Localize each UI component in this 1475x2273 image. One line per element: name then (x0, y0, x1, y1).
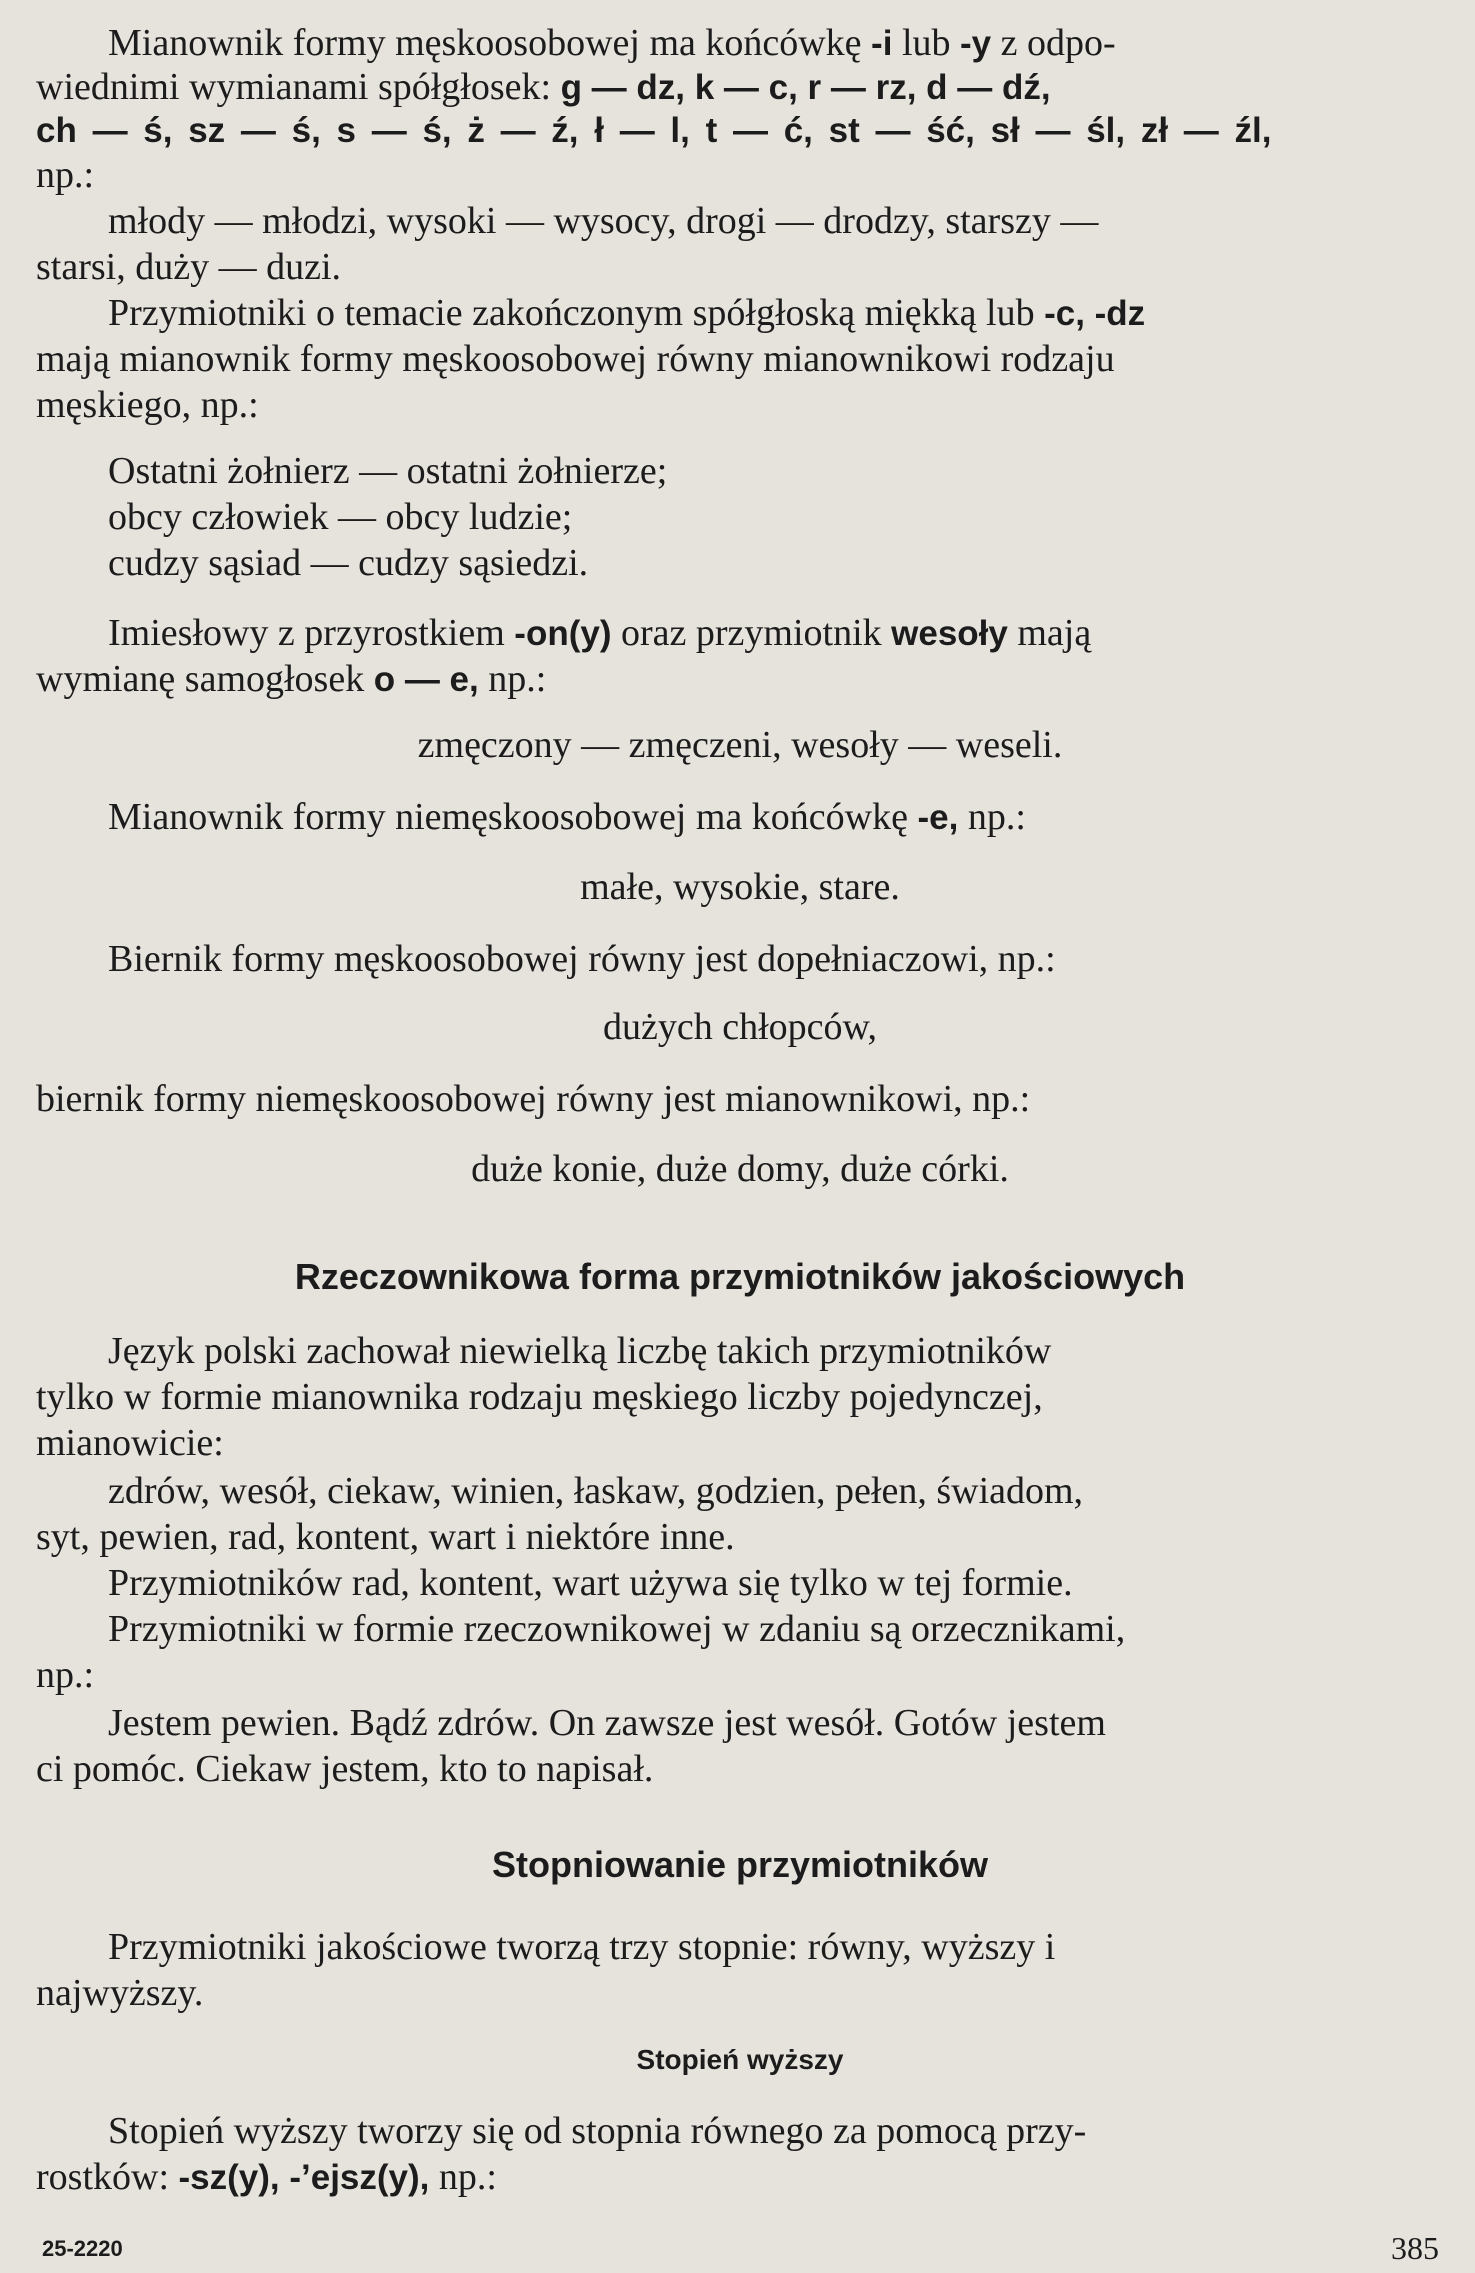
example-line: cudzy sąsiad — cudzy sąsiedzi. (108, 542, 589, 584)
text: z odpo- (991, 22, 1116, 64)
word-bold: wesoły (891, 614, 1008, 653)
text: np.: (958, 796, 1026, 838)
suffix-bold: -y (960, 24, 992, 63)
line (36, 64, 1444, 111)
text: rostków: (36, 2156, 179, 2198)
suffix-bold: -on(y) (514, 614, 612, 653)
line (36, 656, 1444, 703)
line: mają mianownik formy męskoosobowej równy mianownikowi rodzaju (36, 338, 1115, 380)
example-line: dużych chłopców, (603, 1006, 877, 1048)
line: męskiego, np.: (36, 384, 259, 426)
example-line: Ostatni żołnierz — ostatni żołnierze; (108, 450, 668, 492)
line (36, 610, 1444, 657)
line: np.: (36, 1654, 95, 1696)
suffix-bold: -c, -dz (1044, 294, 1146, 333)
section-heading: Rzeczownikowa forma przymiotników jakościowych (294, 1256, 1186, 1297)
line: Przymiotniki w formie rzeczownikowej w zdaniu są orzecznikami, (108, 1608, 1126, 1650)
printer-signature: 25-2220 (42, 2236, 123, 2261)
text: np.: (429, 2156, 497, 2198)
line: tylko w formie mianownika rodzaju męskiego liczby pojedynczej, (36, 1376, 1043, 1418)
line: ci pomóc. Ciekaw jestem, kto to napisał. (36, 1748, 654, 1790)
line: Biernik formy męskoosobowej równy jest dopełniaczowi, np.: (108, 938, 1056, 980)
line: biernik formy niemęskoosobowej równy jest mianownikowi, np.: (36, 1078, 1031, 1120)
suffix-bold: -e, (917, 798, 959, 837)
line: Stopień wyższy tworzy się od stopnia równego za pomocą przy- (108, 2110, 1087, 2152)
suffix-bold: -sz(y), -’ejsz(y), (178, 2158, 430, 2197)
line: Język polski zachował niewielką liczbę takich przymiotników (108, 1330, 1052, 1372)
text: lub (892, 22, 960, 64)
text: Mianownik formy niemęskoosobowej ma końcówkę (108, 796, 918, 838)
line (36, 20, 1444, 67)
text: mają (1007, 612, 1092, 654)
example-line: obcy człowiek — obcy ludzie; (108, 496, 573, 538)
line: Jestem pewien. Bądź zdrów. On zawsze jest wesół. Gotów jestem (108, 1702, 1106, 1744)
line: najwyższy. (36, 1972, 204, 2014)
subsection-heading: Stopień wyższy (636, 2044, 844, 2075)
consonant-pairs-line: ch — ś, sz — ś, s — ś, ż — ź, ł — l, t — ć, st — ść, sł — śl, zł — źl, (36, 111, 1272, 150)
suffix-bold: -i (871, 24, 893, 63)
line (36, 794, 1444, 841)
text: oraz przymiotnik (611, 612, 892, 654)
line: np.: (36, 154, 95, 196)
example-line: duże konie, duże domy, duże córki. (471, 1148, 1009, 1190)
line: zdrów, wesół, ciekaw, winien, łaskaw, godzien, pełen, świadom, (108, 1470, 1084, 1512)
text: Mianownik formy męskoosobowej ma końcówkę (108, 22, 872, 64)
line: Przymiotniki jakościowe tworzą trzy stopnie: równy, wyższy i (108, 1926, 1056, 1968)
text: Przymiotniki o temacie zakończonym spółgłoską miękką lub (108, 292, 1045, 334)
text: wiednimi wymianami spółgłosek: (36, 66, 561, 108)
text: Imiesłowy z przyrostkiem (108, 612, 515, 654)
text: wymianę samogłosek (36, 658, 374, 700)
example-line: zmęczony — zmęczeni, wesoły — weseli. (417, 724, 1063, 766)
vowel-pair-bold: o — e, (373, 660, 479, 699)
line (36, 2154, 1444, 2201)
line: starsi, duży — duzi. (36, 246, 342, 288)
line: mianowicie: (36, 1422, 224, 1464)
line (36, 290, 1444, 337)
page-number: 385 (1391, 2230, 1439, 2266)
text: np.: (478, 658, 547, 700)
line: młody — młodzi, wysoki — wysocy, drogi — drodzy, starszy — (108, 200, 1099, 242)
line: syt, pewien, rad, kontent, wart i niektóre inne. (36, 1516, 735, 1558)
line: Przymiotników rad, kontent, wart używa się tylko w tej formie. (108, 1562, 1073, 1604)
consonant-pairs: g — dz, k — c, r — rz, d — dź, (560, 68, 1051, 107)
section-heading: Stopniowanie przymiotników (491, 1844, 989, 1885)
example-line: małe, wysokie, stare. (580, 866, 900, 908)
